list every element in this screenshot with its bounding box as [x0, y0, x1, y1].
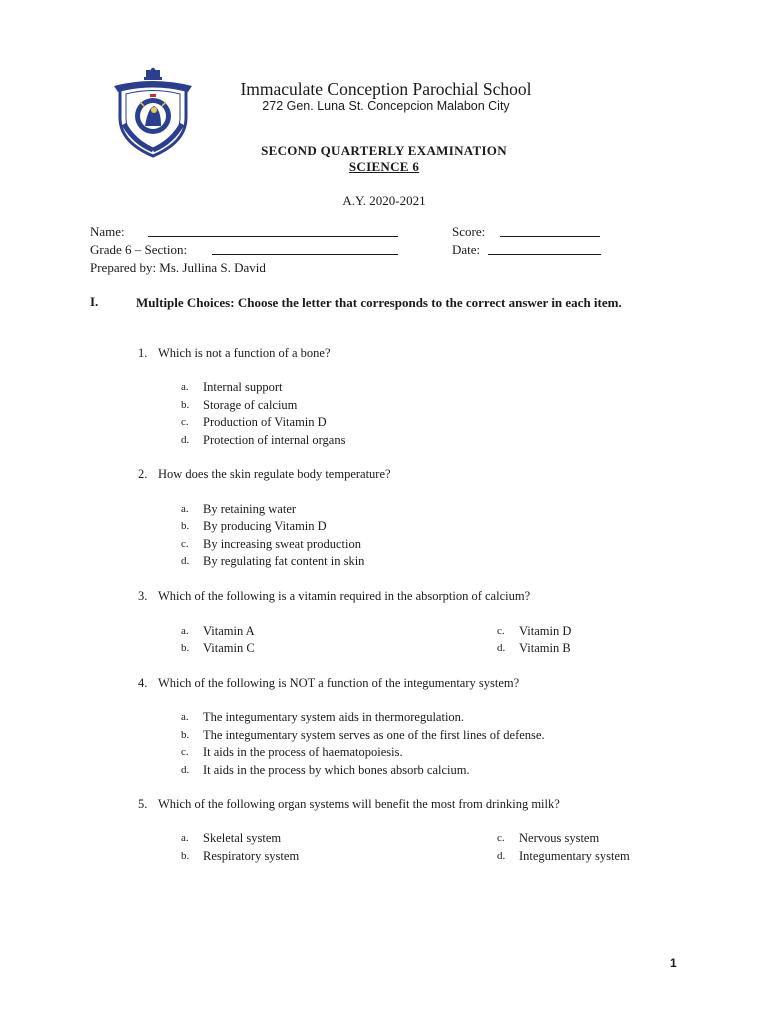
choice-text: Nervous system [519, 831, 600, 845]
choice-letter: c. [181, 416, 189, 428]
question-number: 5. [138, 797, 148, 811]
choice-text: By increasing sweat production [203, 537, 361, 551]
choice-letter: a. [181, 711, 189, 723]
question-text: Which of the following organ systems will benefit the most from drinking milk? [158, 797, 560, 811]
question-text: Which of the following is a vitamin required in the absorption of calcium? [158, 589, 531, 603]
choice-text: The integumentary system aids in thermoregulation. [203, 710, 465, 724]
score-label: Score: [452, 224, 486, 239]
subject-text: SCIENCE 6 [348, 159, 420, 174]
choice-text: Vitamin B [519, 641, 571, 655]
choice-text: It aids in the process by which bones absorb calcium. [203, 763, 470, 777]
choice-text: Protection of internal organs [203, 433, 346, 447]
question-number: 1. [138, 346, 148, 360]
choice-letter: a. [181, 503, 189, 515]
choice-text: It aids in the process of haematopoiesis. [203, 745, 403, 759]
choice-letter: c. [181, 538, 189, 550]
choice-text: Storage of calcium [203, 398, 298, 412]
choice-text: Internal support [203, 380, 283, 394]
section-label: Grade 6 – Section: [90, 242, 188, 257]
choice-letter: b. [181, 729, 190, 741]
choice-text: Skeletal system [203, 831, 282, 845]
prepared-by: Prepared by: Ms. Jullina S. David [90, 260, 266, 275]
academic-year: A.Y. 2020-2021 [342, 193, 426, 208]
page-number: 1 [670, 956, 677, 970]
choice-text: By producing Vitamin D [203, 519, 327, 533]
choice-letter: d. [497, 642, 506, 654]
choice-letter: d. [181, 434, 190, 446]
choice-letter: b. [181, 399, 190, 411]
question-number: 3. [138, 589, 148, 603]
question-number: 4. [138, 676, 148, 690]
choice-text: Respiratory system [203, 849, 300, 863]
name-label: Name: [90, 224, 125, 239]
exam-subject [0, 159, 768, 175]
choice-letter: b. [181, 850, 190, 862]
school-address: 272 Gen. Luna St. Concepcion Malabon City [262, 99, 510, 113]
school-name: Immaculate Conception Parochial School [240, 79, 532, 99]
choice-text: By regulating fat content in skin [203, 554, 365, 568]
date-blank[interactable] [488, 244, 601, 255]
choice-letter: c. [497, 832, 505, 844]
score-blank[interactable] [500, 226, 600, 237]
exam-title: SECOND QUARTERLY EXAMINATION [261, 143, 507, 158]
section-number: I. [90, 294, 99, 309]
choice-text: Production of Vitamin D [203, 415, 327, 429]
choice-letter: a. [181, 832, 189, 844]
choice-text: Vitamin C [203, 641, 255, 655]
choice-text: Vitamin A [203, 624, 255, 638]
section-blank[interactable] [212, 244, 398, 255]
choice-letter: d. [181, 555, 190, 567]
question-text: Which is not a function of a bone? [158, 346, 331, 360]
date-label: Date: [452, 242, 481, 257]
question-number: 2. [138, 467, 148, 481]
choice-letter: b. [181, 642, 190, 654]
choice-text: The integumentary system serves as one of the first lines of defense. [203, 728, 545, 742]
choice-letter: c. [497, 625, 505, 637]
choice-text: Vitamin D [519, 624, 572, 638]
question-text: How does the skin regulate body temperature? [158, 467, 391, 481]
choice-letter: b. [181, 520, 190, 532]
choice-letter: d. [497, 850, 506, 862]
question-text: Which of the following is NOT a function of the integumentary system? [158, 676, 520, 690]
choice-letter: c. [181, 746, 189, 758]
section-instructions: Multiple Choices: Choose the letter that corresponds to the correct answer in each item. [136, 295, 622, 310]
choice-letter: a. [181, 625, 189, 637]
choice-text: By retaining water [203, 502, 297, 516]
choice-letter: a. [181, 381, 189, 393]
choice-letter: d. [181, 764, 190, 776]
choice-text: Integumentary system [519, 849, 630, 863]
name-blank[interactable] [148, 226, 398, 237]
